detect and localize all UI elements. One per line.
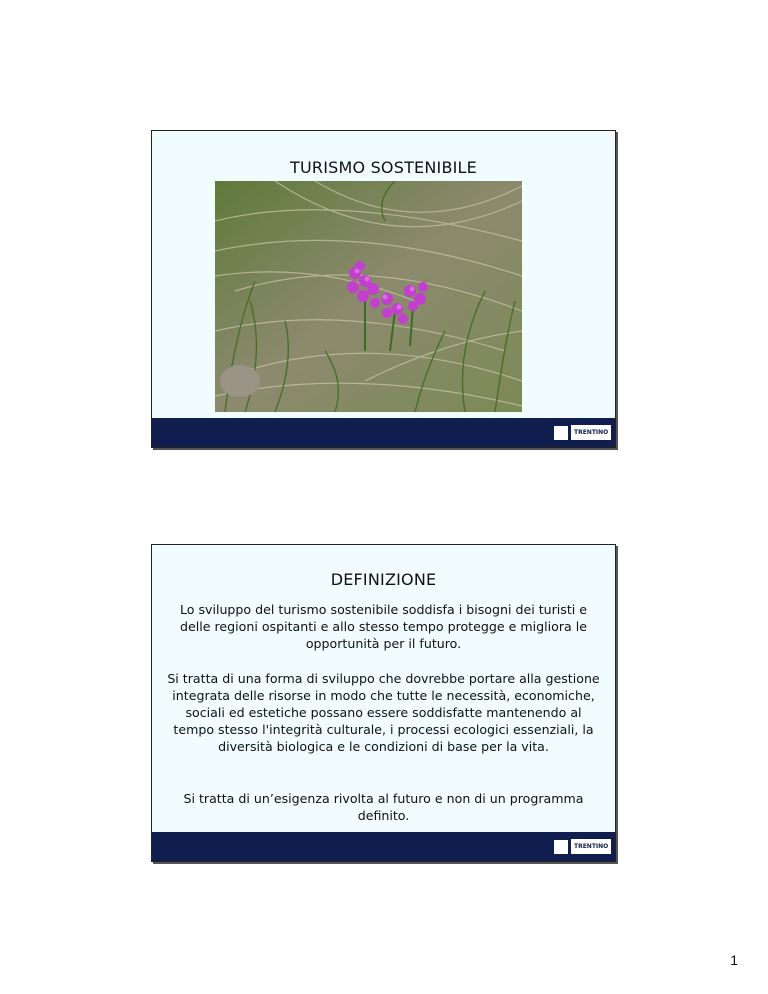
butterfly-icon (553, 425, 569, 441)
slide-2 (151, 544, 616, 862)
paragraph-2: Si tratta di una forma di sviluppo che dovrebbe portare alla gestione integrata delle risorse in modo che tutte le necessità, economiche, sociali ed estetiche possano essere soddisfatte mantenendo al tempo stesso l'integrità culturale, i processi ecologici essenziali, la diversità biologica e le condizioni di base per la vita. (167, 671, 600, 754)
logo-text: TRENTINO (571, 839, 611, 854)
slide-title: DEFINIZIONE (330, 570, 437, 589)
slide-1 (151, 130, 616, 448)
page-number: 1 (730, 952, 738, 968)
footer-bar (152, 418, 615, 447)
trentino-logo (553, 424, 613, 441)
trentino-logo (553, 838, 613, 855)
paragraph-1: Lo sviluppo del turismo sostenibile soddisfa i bisogni dei turisti e delle regioni ospitanti e allo stesso tempo protegge e migliora le opportunità per il futuro. (179, 602, 588, 651)
logo-text: TRENTINO (571, 425, 611, 440)
footer-bar (152, 832, 615, 861)
orchid-photo (215, 181, 522, 412)
orchid-in-grass-photo-icon (215, 181, 522, 412)
butterfly-icon (553, 839, 569, 855)
slide-title: TURISMO SOSTENIBILE (290, 158, 477, 177)
paragraph-3: Si tratta di un’esigenza rivolta al futuro e non di un programma definito. (183, 791, 584, 823)
